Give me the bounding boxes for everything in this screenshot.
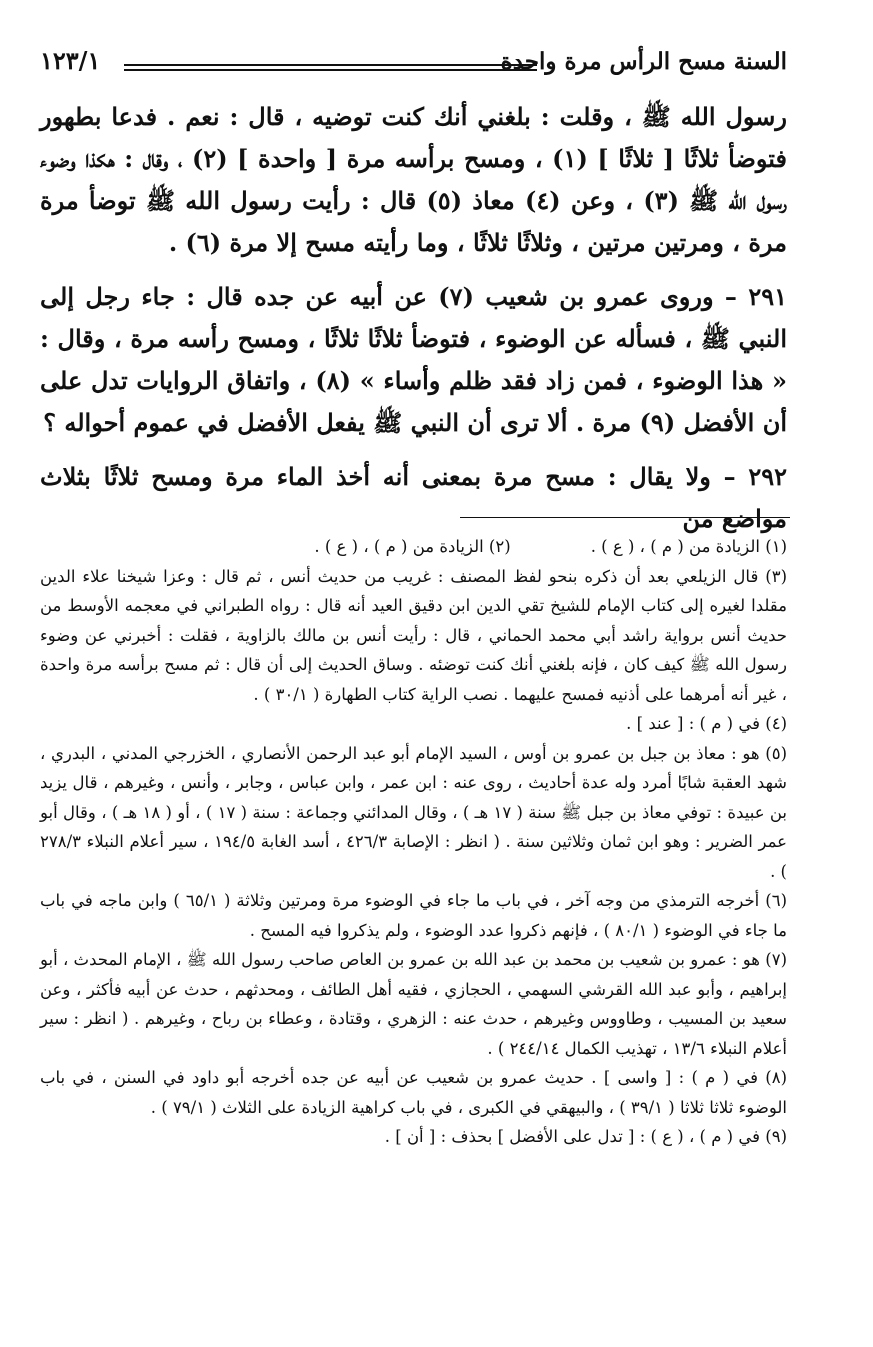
running-title: السنة مسح الرأس مرة واحدة (500, 48, 787, 75)
footnote-5: (٥) هو : معاذ بن جبل بن عمرو بن أوس ، السيد الإمام أبو عبد الرحمن الأنصاري ، الخزرجي المدني ، البدري ، شهد العقبة شابًا أمرد وله عدة أحاديث ، روى عنه : ابن عمر ، وابن عباس ، وجابر ، وأنس ، وغيرهم ، قال يزيد بن عبيدة : توفي معاذ بن جبل ﷺ سنة ( ١٧ هـ ) ، وقال المدائني وجماعة : سنة ( ١٧ ) ، أو ( ١٨ هـ ) ، وقال أبو عمر الضرير : وهو ابن ثمان وثلاثين سنة . ( انظر : الإصابة ٤٢٦/٣ ، أسد الغابة ١٩٤/٥ ، سير أعلام النبلاء ٢٧٨/٣ ) . (40, 743, 788, 881)
footnote-9: (٩) في ( م ) ، ( ع ) : [ تدل على الأفضل ] بحذف : [ أن ] . (384, 1127, 787, 1146)
footnote-row-1-2 (40, 532, 787, 562)
main-paragraph-292: ٢٩٢ – ولا يقال : مسح مرة بمعنى أنه أخذ الماء مرة ومسح ثلاثًا بثلاث مواضع من (40, 462, 787, 533)
header-rule (124, 64, 537, 71)
page-number: ١٢٣/١ (40, 46, 101, 75)
main-text (40, 96, 787, 552)
footnote-1: (١) الزيادة من ( م ) ، ( ع ) . (590, 537, 787, 556)
footnote-8: (٨) في ( م ) : [ واسى ] . حديث عمرو بن شعيب عن أبيه عن جده أخرجه أبو داود في السنن ، في باب الوضوء ثلاثا ثلاثا ( ٣٩/١ ) ، والبيهقي في الكبرى ، في باب كراهية الزيادة على الثلاث ( ٧٩/١ ) . (40, 1068, 787, 1117)
footnote-6: (٦) أخرجه الترمذي من وجه آخر ، في باب ما جاء في الوضوء مرة ومرتين وثلاثة ( ٦٥/١ ) وابن ماجه في باب ما جاء في الوضوء ( ٨٠/١ ) ، فإنهم ذكروا عدد الوضوء ، ولم يذكروا فيه المسح . (40, 891, 788, 940)
footnote-7: (٧) هو : عمرو بن شعيب بن محمد بن عبد الله بن عمرو بن العاص صاحب رسول الله ﷺ ، الإمام المحدث ، أبو إبراهيم ، وأبو عبد الله القرشي السهمي ، الحجازي ، فقيه أهل الطائف ، ومحدثهم ، حدث عن أبيه فأكثر ، وعن سعيد بن المسيب ، وطاووس وغيرهم ، حدث عنه : الزهري ، وقتادة ، وعطاء بن رباح ، وغيرهم . ( انظر : سير أعلام النبلاء ١٣/٦ ، تهذيب الكمال ٢٤٤/١٤ ) . (40, 950, 787, 1058)
running-header (40, 44, 787, 88)
footnote-2: (٢) الزيادة من ( م ) ، ( ع ) . (314, 537, 511, 556)
footnote-4: (٤) في ( م ) : [ عند ] . (626, 714, 787, 733)
footnote-3: (٣) قال الزيلعي بعد أن ذكره بنحو لفظ المصنف : غريب من حديث أنس ، ثم قال : وعزا شيخنا علاء الدين مقلدا لغيره إلى كتاب الإمام للشيخ تقي الدين ابن دقيق العيد أنه قال : رواه الطبراني في معجمه الأوسط من حديث أنس برواية راشد أبي محمد الحماني ، قال : رأيت أنس بن مالك بالزاوية ، فقلت : أخبرني عن وضوء رسول الله ﷺ كيف كان ، فإنه بلغني أنك كنت توضئه . وساق الحديث إلى أن قال : ثم مسح برأسه مرة واحدة ، غير أنه أمرهما على أذنيه فمسح عليهما . نصب الراية كتاب الطهارة ( ٣٠/١ ) . (40, 566, 787, 704)
main-paragraph-1: رسول الله ﷺ ، وقلت : بلغني أنك كنت توضيه ، قال : نعم . فدعا بطهور فتوضأ ثلاثًا [ ثلاثًا ] (١) ، ومسح برأسه مرة [ واحدة ] (٢) ، وقال : هكذا وضوء رسول الله ﷺ (٣) ، وعن (٤) معاذ (٥) قال : رأيت رسول الله ﷺ توضأ مرة مرة ، ومرتين مرتين ، وثلاثًا ثلاثًا ، وما رأيته مسح إلا مرة (٦) . (40, 102, 787, 257)
footnote-divider (460, 517, 790, 518)
footnotes (40, 532, 787, 1152)
main-paragraph-291: ٢٩١ – وروى عمرو بن شعيب (٧) عن أبيه عن جده قال : جاء رجل إلى النبي ﷺ ، فسأله عن الوضوء ، فتوضأ ثلاثًا ثلاثًا ، ومسح رأسه مرة ، وقال : « هذا الوضوء ، فمن زاد فقد ظلم وأساء » (٨) ، واتفاق الروايات تدل على أن الأفضل (٩) مرة . ألا ترى أن النبي ﷺ يفعل الأفضل في عموم أحواله ؟ (40, 282, 787, 437)
